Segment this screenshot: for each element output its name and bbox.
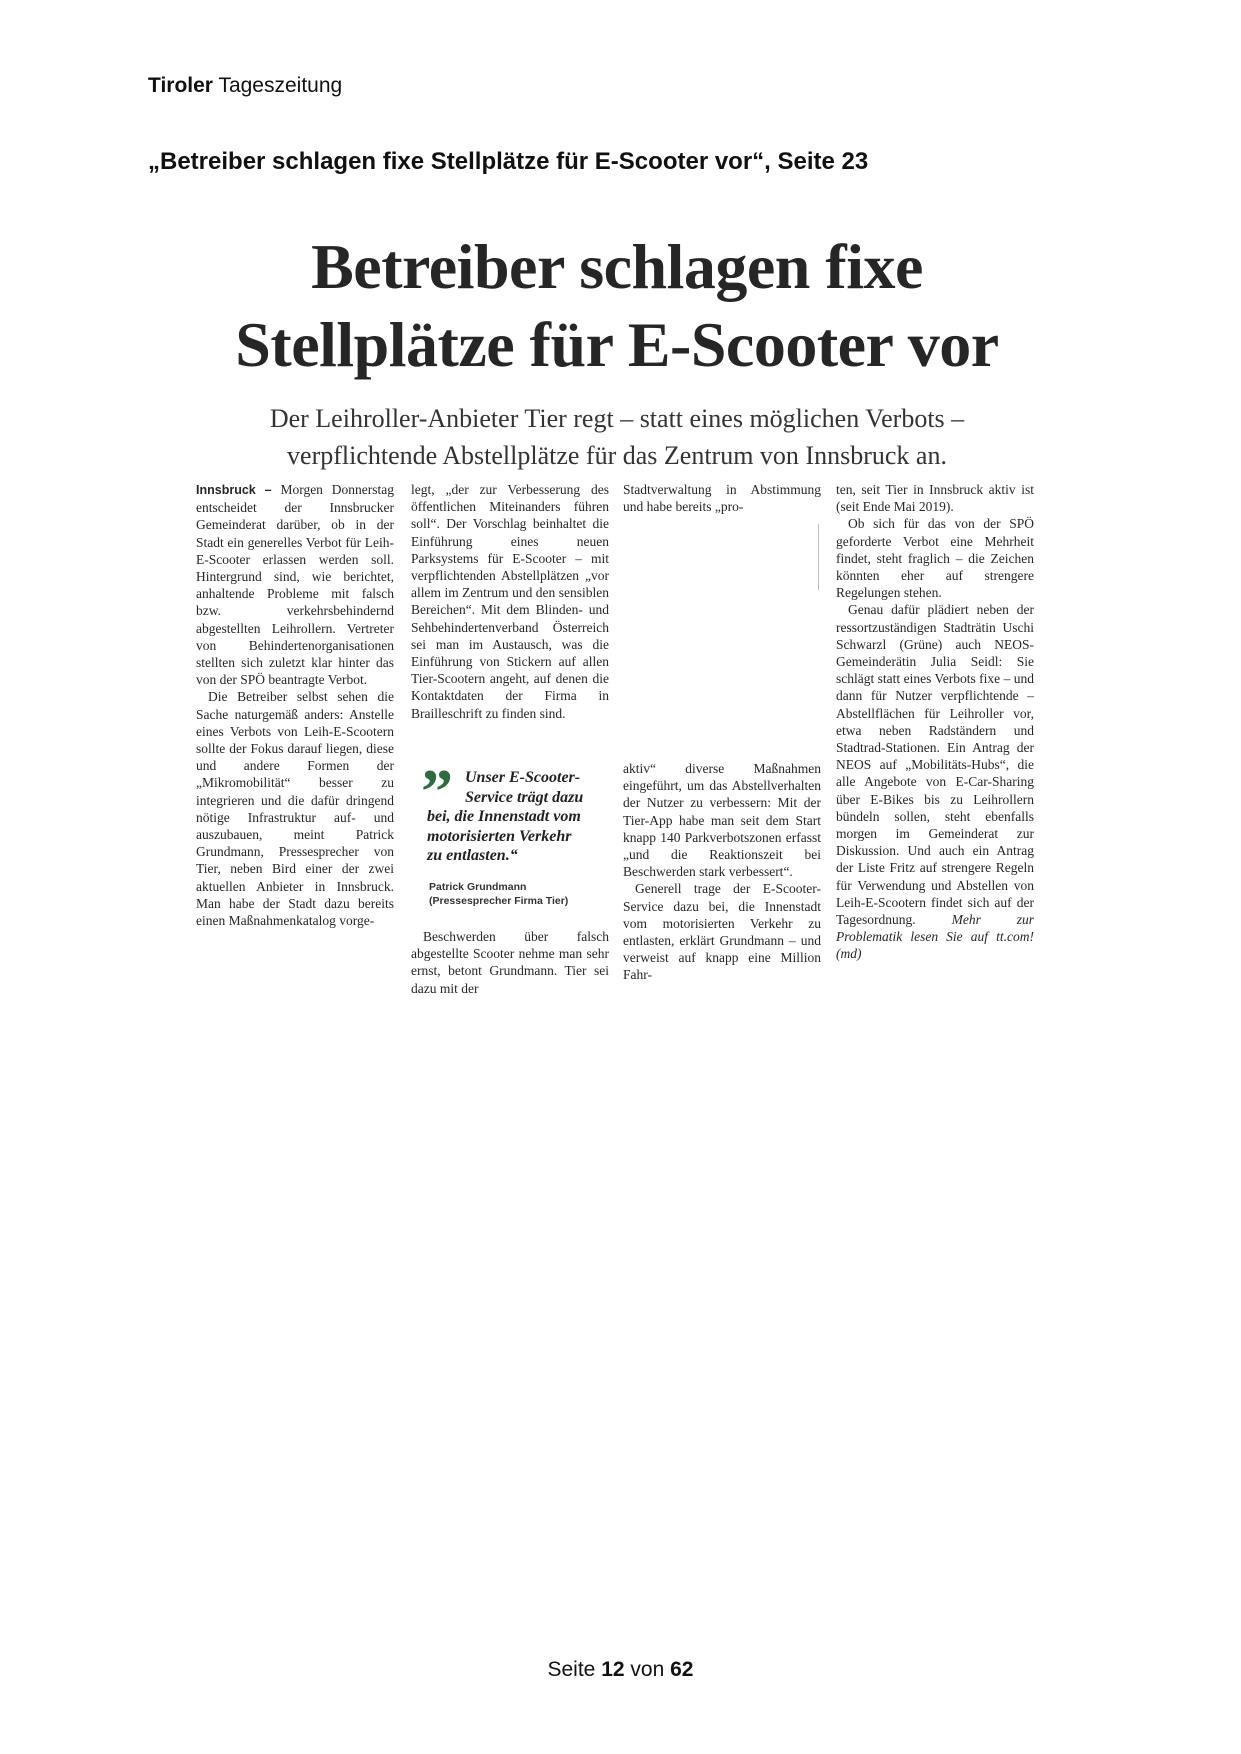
footer-page-total: 62 [670,1658,694,1681]
pull-quote [411,756,609,908]
quote-line-5: zu entlasten.“ [427,847,518,864]
source-brand-regular: Tageszeitung [218,74,343,97]
article-column-1 [196,481,394,929]
source-brand-bold: Tiroler [148,74,213,97]
article-column-4 [836,481,1034,963]
quote-text [427,768,609,866]
document-heading: „Betreiber schlagen fixe Stellplätze für E-Scooter vor“, Seite 23 [148,148,869,175]
dateline: Innsbruck – [196,483,272,497]
quote-line-3: bei, die Innenstadt vom [427,808,581,825]
newspaper-clipping [196,228,1038,1006]
col3-top-text: Stadtverwaltung in Abstimmung und habe bereits „pro- [623,482,821,515]
footer-middle: von [630,1658,665,1681]
source-publication [148,74,342,98]
footer-prefix: Seite [547,1658,596,1681]
article-column-2 [411,481,609,722]
subhead-line-1: Der Leihroller-Anbieter Tier regt – statt eines möglichen Verbots – [269,404,965,433]
quote-mark-icon: ” [421,756,453,827]
page-footer [0,1658,1241,1682]
headline-line-1: Betreiber schlagen fixe [311,231,923,302]
column-divider [818,524,819,590]
quote-author [429,880,609,908]
col1-paragraph-1: Morgen Donnerstag entscheidet der Innsbrucker Gemeinderat darüber, ob in der Stadt ein generelles Verbot für Leih-E-Scooter erlassen werden soll. Hintergrund sind, wie berichtet, anhaltende Probleme mit falsch bzw. verkehrsbehindernd abgestellten Leihrollern. Vertreter von Behindertenorganisationen stellten sich zuletzt klar hinter das von der SPÖ beantragte Verbot. [196,482,394,688]
article-headline [196,228,1038,384]
article-subheadline [196,400,1038,474]
col2-paragraph-1: legt, „der zur Verbesserung des öffentlichen Miteinanders führen soll“. Der Vorschlag beinhaltet die Einführung eines neuen Parksystems für E-Scooter – mit verpflichtenden Abstellplätzen „vor allem im Zentrum und den sensiblen Bereichen“. Mit dem Blinden- und Sehbehindertenverband Österreich sei man im Austausch, was die Einführung von Stickern auf allen Tier-Scootern angeht, auf denen die Kontaktdaten der Firma in Brailleschrift zu finden sind. [411,482,609,721]
col4-paragraph-3: Genau dafür plädiert neben der ressortzuständigen Stadträtin Uschi Schwarzl (Grüne) auch NEOS-Gemeinderätin Julia Seidl: Sie schlägt statt eines Verbots fixe – und dann für Nutzer verpflichtende – Abstellflächen für Leihroller vor, etwa neben Radständern und Stadtrad-Stationen. Ein Antrag der NEOS auf „Mobilitäts-Hubs“, die alle Angebote von E-Car-Sharing über E-Bikes bis zu Leihrollern bündeln sollen, steht ebenfalls morgen im Gemeinderat zur Diskussion. Und auch ein Antrag der Liste Fritz auf strengere Regeln für Verwendung und Abstellen von Leih-E-Scootern findet sich auf der Tagesordnung. [836,602,1034,928]
article-column-3-top [623,481,821,515]
col4-paragraph-2: Ob sich für das von der SPÖ geforderte Verbot eine Mehrheit findet, steht fraglich – die Zeichen könnten eher auf strengere Regelungen stehen. [836,516,1034,601]
col1-paragraph-2: Die Betreiber selbst sehen die Sache naturgemäß anders: Anstelle eines Verbots von Leih-E-Scootern sollte der Fokus darauf liegen, diese und andere Formen der „Mikromobilität“ besser zu integrieren und die dafür dringend nötige Infrastruktur auf- und auszubauen, meint Patrick Grundmann, Pressesprecher von Tier, neben Bird einer der zwei aktuellen Anbieter in Innsbruck. Man habe der Stadt dazu bereits einen Maßnahmenkatalog vorge- [196,689,394,929]
quote-line-4: motorisierten Verkehr [427,827,572,845]
col3-paragraph-2: Generell trage der E-Scooter-Service dazu bei, die Innenstadt vom motorisierten Verkehr zu entlasten, erklärt Grundmann – und verweist auf knapp eine Million Fahr- [623,881,821,983]
quote-line-1: Unser E-Scooter- [465,769,581,786]
col3-paragraph-1: aktiv“ diverse Maßnahmen eingeführt, um das Abstellverhalten der Nutzer zu verbessern: Mit der Tier-App habe man seit dem Start knapp 140 Parkverbotszonen erfasst „und die Reaktionszeit bei Beschwerden stark verbessert“. [623,761,821,880]
quote-author-role: (Pressesprecher Firma Tier) [429,894,569,907]
footer-page-number: 12 [601,1658,625,1681]
quote-author-name: Patrick Grundmann [429,880,527,893]
col2-paragraph-2: Beschwerden über falsch abgestellte Scooter nehme man sehr ernst, betont Grundmann. Tier sei dazu mit der [411,929,609,996]
quote-line-2: Service trägt dazu [465,788,584,806]
col4-paragraph-1: ten, seit Tier in Innsbruck aktiv ist (seit Ende Mai 2019). [836,482,1034,515]
article-column-3-bottom [623,760,821,984]
subhead-line-2: verpflichtende Abstellplätze für das Zentrum von Innsbruck an. [287,441,947,470]
col4-italic-note: Mehr zur Problematik lesen Sie auf tt.com! (md) [836,912,1035,962]
headline-line-2: Stellplätze für E-Scooter vor [235,309,999,380]
article-column-2-bottom [411,928,609,997]
